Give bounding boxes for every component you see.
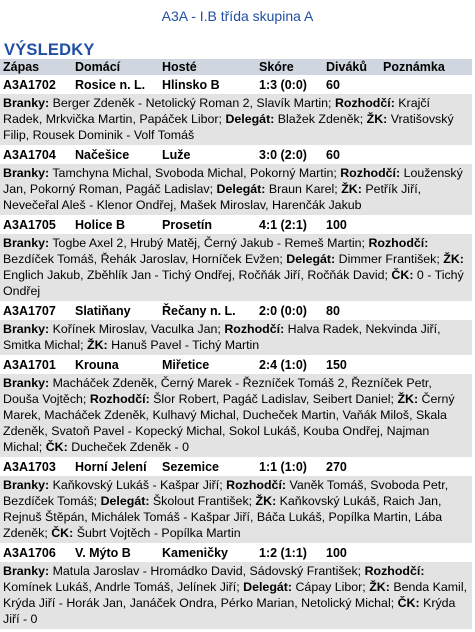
referees-text: Krajčí Radek, Mrkvička Martin, Papáček Libor; [3,96,430,126]
yellow-cards-label: ŽK: [397,392,419,406]
match-detail-row [0,94,472,146]
away-team: Hlinsko B [159,76,256,94]
match-id: A3A1701 [0,356,72,374]
column-header-spectators: Diváků [323,59,380,76]
red-cards-label: ČK: [397,596,420,610]
match-row [0,76,472,94]
goals-label: Branky: [3,478,50,492]
match-note [380,458,472,476]
match-row [0,302,472,320]
match-note [380,76,472,94]
match-note [380,146,472,164]
match-note [380,544,472,562]
match-detail-row [0,320,472,356]
goals-label: Branky: [3,96,50,110]
home-team: Krouna [72,356,159,374]
score: 2:0 (0:0) [256,302,323,320]
goals-text: Matula Jaroslav - Hromádko David, Sádovský František; [52,564,362,578]
yellow-cards-label: ŽK: [443,252,464,266]
match-id: A3A1706 [0,544,72,562]
yellow-cards-label: ŽK: [341,182,362,196]
goals-text: Kaňkovský Lukáš - Kašpar Jiří; [52,478,223,492]
referees-text: Louženský Jan, Pokorný Roman, Pagáč Ladislav; [3,166,463,196]
goals-label: Branky: [3,376,50,390]
goals-text: Macháček Zdeněk, Černý Marek - Řezníček Tomáš 2, Řezníček Petr, Douša Vojtěch; [3,376,432,406]
match-row [0,356,472,374]
match-id: A3A1703 [0,458,72,476]
referees-label: Rozhodčí: [364,564,425,578]
home-team: V. Mýto B [72,544,159,562]
spectators: 80 [323,302,380,320]
match-details [0,164,472,216]
referees-label: Rozhodčí: [226,478,287,492]
red-cards-text: Ducheček Zdeněk - 0 [71,440,189,454]
home-team: Slatiňany [72,302,159,320]
referees-text: Vaněk Tomáš, Svoboda Petr, Bezdíček Tomáš; [3,478,449,508]
column-header-match: Zápas [0,59,72,76]
match-details [0,320,472,356]
column-header-score: Skóre [256,59,323,76]
yellow-cards-text: Benda Kamil, Krýda Jiří - Horák Jan, Janáček Ondra, Pérko Marian, Netolický Michal; [3,580,468,610]
section-heading: VÝSLEDKY [4,41,95,59]
spectators: 100 [323,544,380,562]
away-team: Sezemice [159,458,256,476]
away-team: Luže [159,146,256,164]
spectators: 60 [323,76,380,94]
goals-label: Branky: [3,564,50,578]
column-header-away: Hosté [159,59,256,76]
match-details [0,476,472,544]
red-cards-text: 0 - Tichý Ondřej [3,268,464,298]
delegate-label: Delegát: [243,580,293,594]
match-id: A3A1702 [0,76,72,94]
yellow-cards-label: ŽK: [369,580,390,594]
home-team: Holice B [72,216,159,234]
goals-label: Branky: [3,236,50,250]
column-header-note: Poznámka [380,59,472,76]
match-id: A3A1705 [0,216,72,234]
delegate-text: Cápay Libor; [295,580,366,594]
referees-label: Rozhodčí: [334,96,395,110]
home-team: Rosice n. L. [72,76,159,94]
spectators: 150 [323,356,380,374]
goals-label: Branky: [3,166,50,180]
yellow-cards-text: Hanuš Pavel - Tichý Martin [111,338,260,352]
score: 1:1 (1:0) [256,458,323,476]
table-header-row [0,59,472,76]
match-note [380,302,472,320]
match-details [0,94,472,146]
score: 1:3 (0:0) [256,76,323,94]
red-cards-label: ČK: [45,440,68,454]
red-cards-label: ČK: [391,268,414,282]
match-note [380,216,472,234]
referees-text: Komínek Lukáš, Andrle Tomáš, Jelínek Jiří; [3,580,240,594]
referees-label: Rozhodčí: [224,322,285,336]
red-cards-text: Šubrt Vojtěch - Popílka Martin [76,526,241,540]
yellow-cards-text: Vratišovský Filip, Rousek Dominik - Volf Tomáš [3,112,454,142]
score: 3:0 (2:0) [256,146,323,164]
referees-text: Halva Radek, Nekvinda Jiří, Smitka Michal; [3,322,441,352]
away-team: Kameničky [159,544,256,562]
goals-label: Branky: [3,322,50,336]
match-details [0,374,472,458]
delegate-label: Delegát: [286,252,336,266]
referees-label: Rozhodčí: [89,392,150,406]
away-team: Prosetín [159,216,256,234]
match-note [380,356,472,374]
match-row [0,146,472,164]
score: 1:2 (1:1) [256,544,323,562]
referees-text: Šlor Robert, Pagáč Ladislav, Seibert Daniel; [153,392,394,406]
goals-text: Berger Zdeněk - Netolický Roman 2, Slavík Martin; [52,96,332,110]
yellow-cards-label: ŽK: [255,494,277,508]
yellow-cards-label: ŽK: [87,338,108,352]
results-table [0,59,472,629]
yellow-cards-label: ŽK: [366,112,388,126]
score: 4:1 (2:1) [256,216,323,234]
yellow-cards-text: Englich Jakub, Zběhlík Jan - Tichý Ondřej, Ročňák Jiří, Ročňák David; [3,268,388,282]
referees-label: Rozhodčí: [368,236,429,250]
match-detail-row [0,164,472,216]
goals-text: Kořínek Miroslav, Vaculka Jan; [52,322,221,336]
red-cards-label: ČK: [51,526,74,540]
delegate-text: Školout František; [152,494,253,508]
match-details [0,234,472,302]
match-id: A3A1704 [0,146,72,164]
spectators: 100 [323,216,380,234]
match-row [0,458,472,476]
goals-text: Tamchyna Michal, Svoboda Michal, Pokorný Martin; [52,166,337,180]
match-detail-row [0,562,472,629]
home-team: Horní Jelení [72,458,159,476]
match-id: A3A1707 [0,302,72,320]
referees-text: Bezdíček Tomáš, Řehák Jaroslav, Horníček Evžen; [3,252,283,266]
away-team: Řečany n. L. [159,302,256,320]
match-row [0,544,472,562]
column-header-home: Domácí [72,59,159,76]
delegate-label: Delegát: [225,112,275,126]
delegate-label: Delegát: [216,182,266,196]
delegate-label: Delegát: [100,494,150,508]
match-row [0,216,472,234]
yellow-cards-text: Kaňkovský Lukáš, Raich Jan, Rejnuš Štěpán, Michálek Tomáš - Kašpar Jiří, Báča Lukáš, Popílka Martin, Lába Zdeněk; [3,494,443,540]
yellow-cards-text: Petřík Jiří, Nevečeřal Aleš - Klenor Ondřej, Mašek Miroslav, Harenčák Jakub [3,182,422,212]
red-cards-text: Krýda Jiří - 0 [3,596,456,626]
match-detail-row [0,476,472,544]
goals-text: Togbe Axel 2, Hrubý Matěj, Černý Jakub - Remeš Martin; [52,236,366,250]
referees-label: Rozhodčí: [340,166,401,180]
match-detail-row [0,234,472,302]
yellow-cards-text: Černý Marek, Macháček Zdeněk, Kulhavý Michal, Ducheček Martin, Vaňák Miloš, Skala Zdeněk, Svatoň Pavel - Kopecký Michal, Sokol Lukáš, Kouba Ondřej, Najman Michal; [3,392,455,454]
match-details [0,562,472,629]
page-title: A3A - I.B třída skupina A [161,8,314,24]
delegate-text: Blažek Zdeněk; [277,112,364,126]
delegate-text: Dimmer František; [338,252,440,266]
match-detail-row [0,374,472,458]
spectators: 60 [323,146,380,164]
spectators: 270 [323,458,380,476]
delegate-text: Braun Karel; [268,182,338,196]
away-team: Miřetice [159,356,256,374]
home-team: Načešice [72,146,159,164]
score: 2:4 (1:0) [256,356,323,374]
